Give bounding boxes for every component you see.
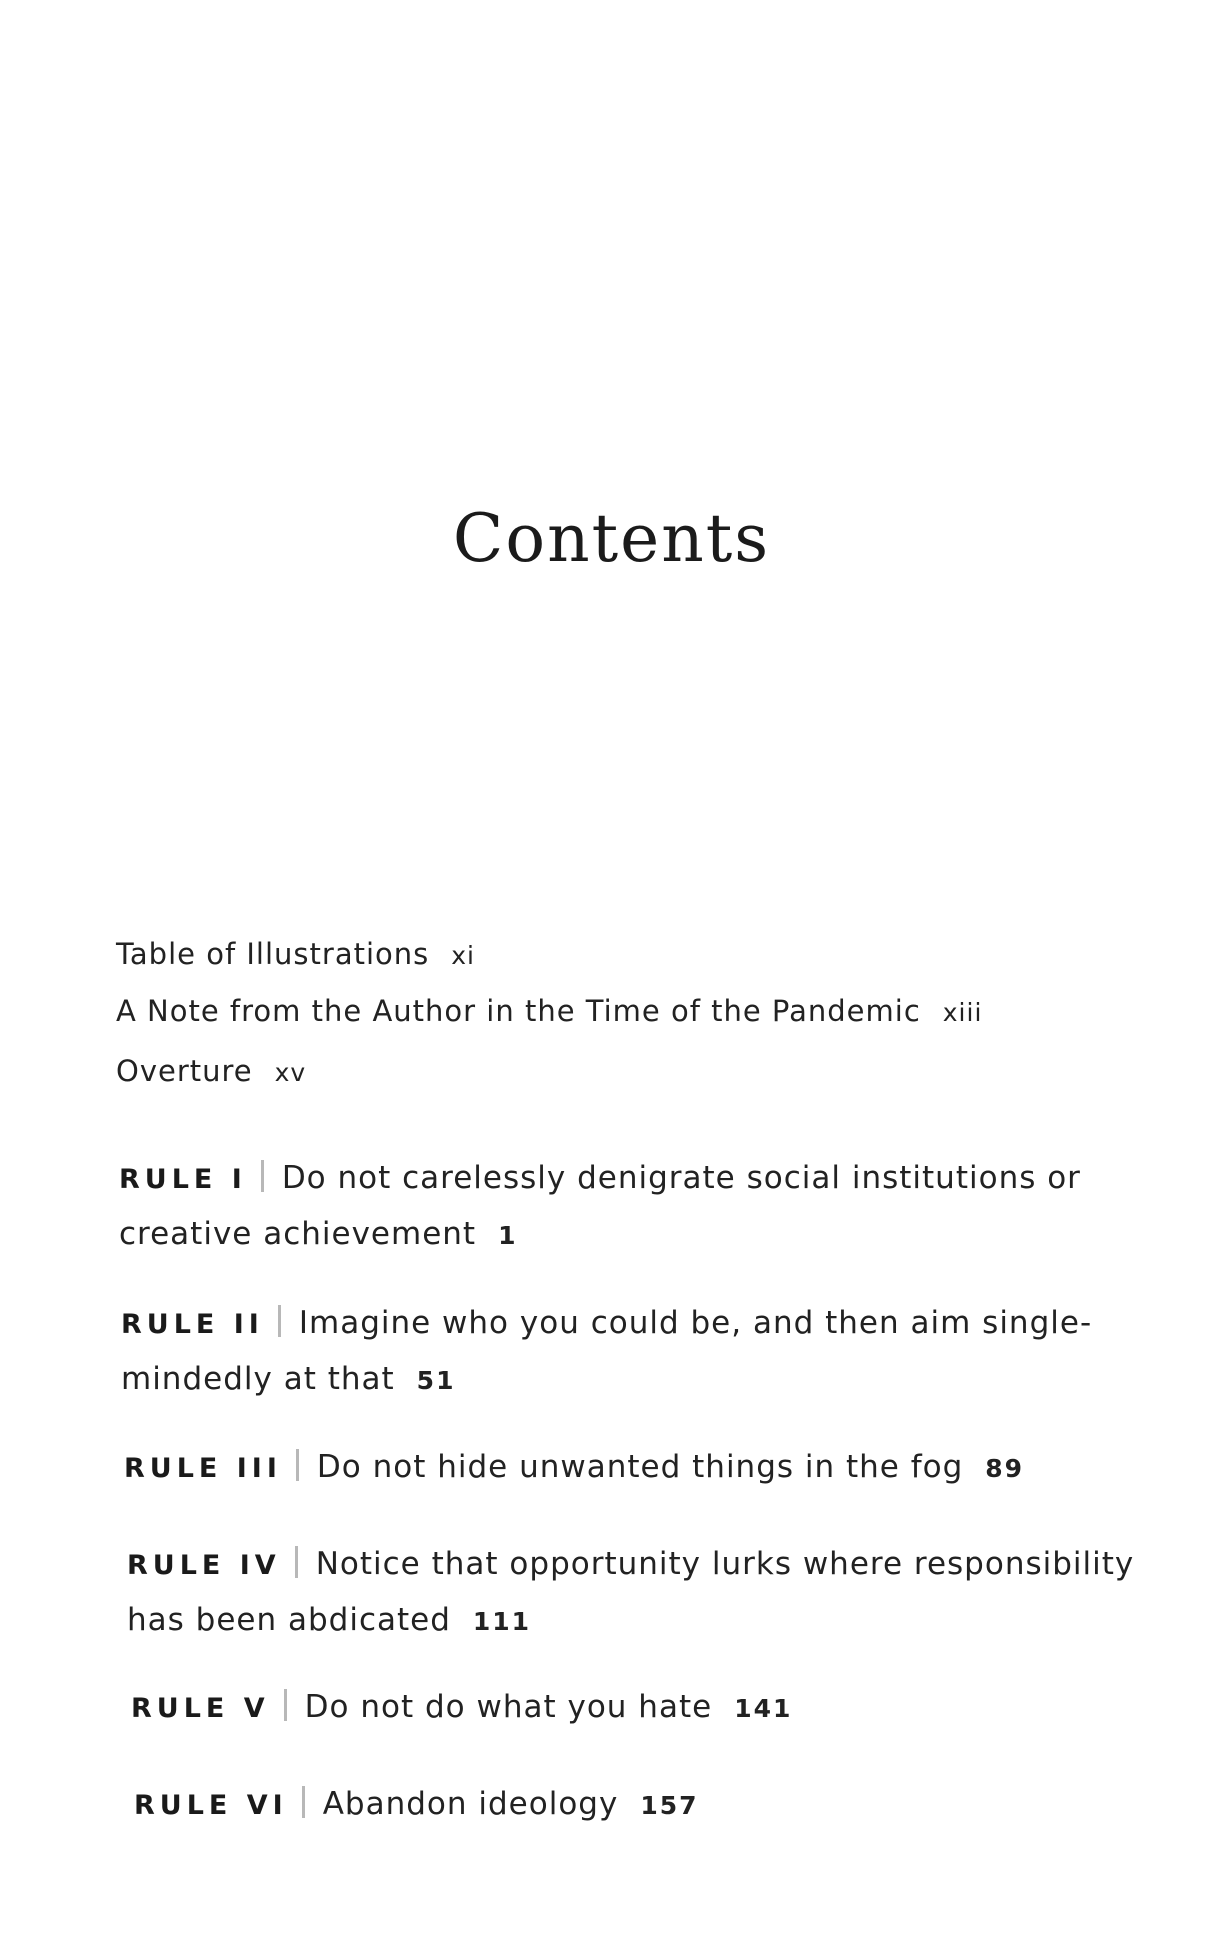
toc-page-number: 111	[472, 1607, 532, 1636]
rule-title-line1: Do not carelessly denigrate social institutions or	[281, 1160, 1081, 1196]
toc-page-number: 51	[416, 1366, 456, 1395]
rule-title-line2: mindedly at that	[121, 1361, 395, 1397]
rule-label: RULE II	[121, 1309, 264, 1340]
toc-front-item	[116, 994, 982, 1028]
rule-title-line1: Abandon ideology	[322, 1786, 619, 1822]
rule-title-line2: has been abdicated	[127, 1602, 451, 1638]
separator-bar	[295, 1546, 298, 1578]
rule-title-line1: Do not hide unwanted things in the fog	[316, 1449, 964, 1485]
toc-front-item	[116, 937, 475, 971]
rule-label: RULE III	[124, 1453, 282, 1484]
separator-bar	[284, 1689, 287, 1721]
toc-front-item	[116, 1054, 306, 1088]
rule-title-line2: creative achievement	[119, 1216, 477, 1252]
separator-bar	[296, 1449, 299, 1481]
toc-rule-entry	[131, 1680, 792, 1736]
rule-title-line1: Imagine who you could be, and then aim single-	[298, 1305, 1093, 1341]
rule-label: RULE IV	[127, 1550, 281, 1581]
rule-label: RULE VI	[134, 1790, 288, 1821]
toc-rule-entry	[124, 1440, 1024, 1496]
rule-label: RULE I	[119, 1164, 247, 1195]
rule-label: RULE V	[131, 1693, 270, 1724]
toc-page-number: xv	[274, 1058, 307, 1087]
toc-page-number: 89	[985, 1454, 1025, 1483]
toc-rule-entry	[127, 1537, 1134, 1649]
toc-page-number: 1	[498, 1221, 518, 1250]
rule-title-line1: Notice that opportunity lurks where responsibility	[315, 1546, 1135, 1582]
separator-bar	[302, 1786, 305, 1818]
toc-rule-entry	[134, 1777, 699, 1833]
toc-entry-label: A Note from the Author in the Time of the Pandemic	[116, 994, 921, 1028]
toc-entry-label: Overture	[116, 1054, 253, 1088]
separator-bar	[278, 1305, 281, 1337]
toc-page-number: 157	[640, 1791, 699, 1820]
page-title: Contents	[452, 500, 771, 577]
toc-rule-entry	[119, 1151, 1081, 1263]
toc-page-number: xi	[451, 941, 476, 970]
toc-page-number: xiii	[942, 998, 983, 1027]
rule-title-line1: Do not do what you hate	[304, 1689, 713, 1725]
toc-page-number: 141	[734, 1694, 793, 1723]
toc-entry-label: Table of Illustrations	[116, 937, 430, 971]
separator-bar	[261, 1160, 264, 1192]
toc-rule-entry	[121, 1296, 1092, 1408]
